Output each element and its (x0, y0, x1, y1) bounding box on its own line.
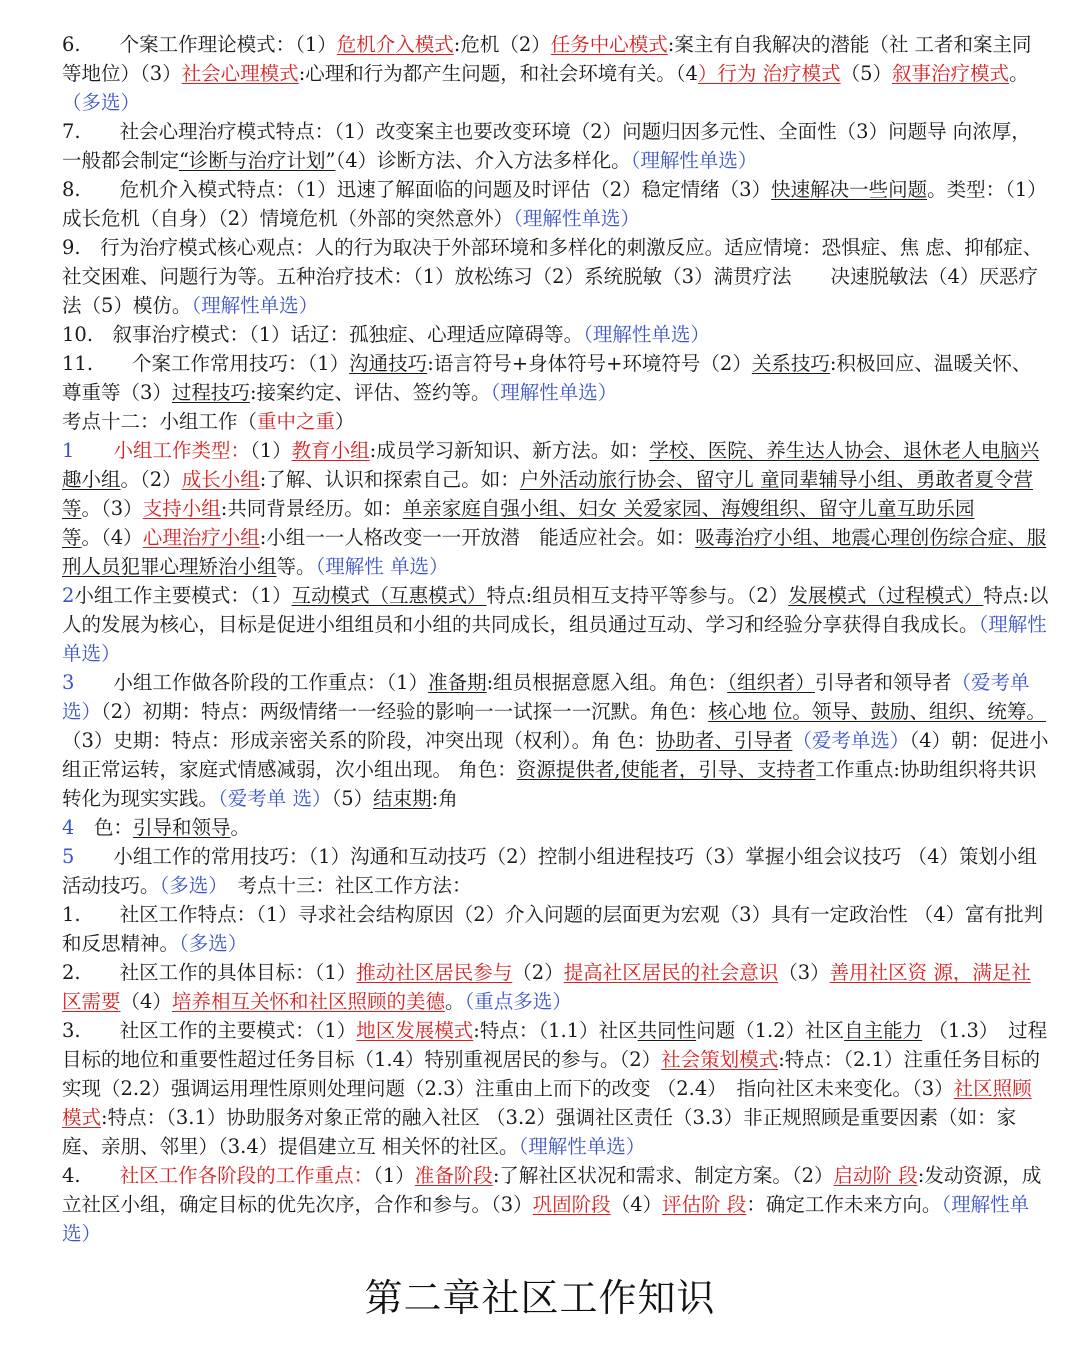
text-segment: 任务中心模式 (550, 33, 668, 56)
item-7-psychosocial-therapy (62, 117, 1050, 175)
text-segment: 1 (62, 439, 75, 462)
text-segment: :案主有自我解决的潜能（社 工者和案主同等地位）（3） (62, 33, 1032, 85)
group-3-stages (62, 668, 1050, 813)
text-segment: 叙事治疗模式 (892, 62, 1010, 85)
text-segment: 推动社区居民参与 (356, 961, 513, 984)
text-segment: 1. 社区工作特点：（1）寻求社会结构原因（2）介入问题的层面更为宏观（3）具有一定政治性 （4）富有批判和反思精神。 (62, 903, 1044, 955)
text-segment: ）行为 治疗模式 (697, 62, 841, 85)
text-segment: ：确定工作未来方向。 (746, 1193, 942, 1216)
text-segment: 8. 危机介入模式特点：（1）迅速了解面临的问题及时评估（2）稳定情绪（3） (62, 178, 772, 201)
text-segment: 吸毒治疗小组、地震心理创伤综合症、服刑人员犯罪心理矫治小组 (62, 526, 1047, 578)
community-4-stages (62, 1161, 1050, 1248)
text-segment: 特点:以人的发展为核心，目标是促进小组组员和小组的共同成长，组员通过互动、学习和经验分享获得自我成长。 (62, 584, 1049, 636)
text-segment: 工作重点:协助组织将共识转化为现实实践。 (62, 758, 1037, 810)
text-segment: 协助者、引导者 (655, 729, 793, 752)
text-segment: （理解性单选） (518, 1135, 646, 1158)
text-segment: 4 (62, 816, 75, 839)
document-body (62, 30, 1050, 1248)
text-segment: 。（4） (81, 526, 143, 549)
text-segment: （多选） (159, 874, 219, 897)
text-segment: 成长小组 (181, 468, 260, 491)
text-segment: 巩固阶段 (532, 1193, 611, 1216)
text-segment: 小组工作的常用技巧：（1）沟通和互动技巧（2）控制小组进程技巧（3）掌握小组会议技巧 （4）策划小组活动技巧。 (62, 845, 1037, 897)
text-segment: 4. (62, 1164, 120, 1187)
item-6-casework-theory-models (62, 30, 1050, 117)
text-segment: （多选） (62, 91, 141, 114)
text-segment: 社区工作各阶段的工作重点： (119, 1164, 374, 1187)
text-segment: 自主能力 (844, 1019, 923, 1042)
text-segment: 。（2） (120, 468, 182, 491)
text-segment: （1） (249, 439, 292, 462)
text-segment: 。 (1009, 62, 1029, 85)
text-segment: （重点多选） (464, 990, 572, 1013)
text-segment (74, 439, 113, 462)
text-segment: 10. 叙事治疗模式：（1）话辽：孤独症、心理适应障碍等。 (62, 323, 584, 346)
text-segment: :发动资源，成立社区小组，确定目标的优先次序，合作和参与。（3） (62, 1164, 1042, 1216)
text-segment: :心理和行为都产生问题，和社会环境有关。（4 (298, 62, 698, 85)
community-2-goals (62, 958, 1050, 1016)
text-segment: 互动模式（互惠模式） (291, 584, 487, 607)
text-segment: :小组一一人格改变一一开放潜 能适应社会。如： (259, 526, 696, 549)
text-segment: 心理治疗小组 (142, 526, 260, 549)
text-segment: 资源提供者,使能者，引导、支持者 (516, 758, 816, 781)
community-1-features (62, 900, 1050, 958)
text-segment: （理解性单选） (191, 294, 319, 317)
text-segment: 特点:组员相互支持平等参与。（2） (486, 584, 789, 607)
text-segment: 5 (62, 845, 75, 868)
text-segment: 2. 社区工作的具体目标：（1） (62, 961, 357, 984)
text-segment: :危机（2） (453, 33, 551, 56)
text-segment: （4）诊断方法、介入方法多样化。 (335, 149, 631, 172)
exam-point-12-heading (62, 407, 1050, 436)
text-segment: （理解性 单选） (315, 555, 449, 578)
text-segment: 危机介入模式 (336, 33, 454, 56)
text-segment: （4）朝：促进小组正常运转，家庭式情感减弱，次小组出现。 角色： (62, 729, 1049, 781)
text-segment: :了解社区状况和需求、制定方案。（2） (492, 1164, 834, 1187)
text-segment: 地区发展模式 (356, 1019, 474, 1042)
text-segment: :了解、认识和探索自己。如： (259, 468, 520, 491)
text-segment: 提高社区居民的社会意识 (563, 961, 779, 984)
text-segment: 培养相互关怀和社区照顾的美德 (171, 990, 445, 1013)
text-segment: （2） (512, 961, 564, 984)
text-segment: 重中之重 (257, 410, 336, 433)
text-segment: ） (335, 410, 355, 433)
text-segment: :接案约定、评估、签约等。 (249, 381, 491, 404)
text-segment: :共同背景经历。如： (220, 497, 403, 520)
text-segment: 色： (74, 816, 133, 839)
item-9-behavior-therapy (62, 233, 1050, 320)
text-segment: 问题（1.2）社区 (696, 1019, 845, 1042)
text-segment: :积极回应、温暖关怀、尊重等（3） (62, 352, 1032, 404)
item-10-narrative-therapy (62, 320, 1050, 349)
text-segment: 3 (62, 671, 75, 694)
item-11-casework-skills (62, 349, 1050, 407)
text-segment: 2 (62, 584, 75, 607)
group-4-role (62, 813, 1050, 842)
text-segment: 。 (444, 990, 465, 1013)
group-1-types (62, 436, 1050, 581)
text-segment: 。类型：（1）成长危机（自身）（2）情境危机（外部的突然意外） (62, 178, 1047, 230)
text-segment: 小组工作主要模式：（1） (74, 584, 292, 607)
text-segment: 考点十二：小组工作（ (62, 410, 258, 433)
item-8-crisis-intervention (62, 175, 1050, 233)
text-segment: （组织者） (727, 671, 815, 694)
text-segment: 引导和领导 (132, 816, 231, 839)
text-segment: 核心地 位。领导、鼓励、组织、统筹。 (708, 700, 1046, 723)
text-segment: （理解性单选） (630, 149, 758, 172)
text-segment: 过程技巧 (171, 381, 250, 404)
text-segment: 社区照顾模式 (62, 1077, 1032, 1129)
text-segment: 小组工作类型： (113, 439, 250, 462)
text-segment: （2）初期：特点：两级情绪一一经验的影响一一试探一一沉默。角色： (101, 700, 709, 723)
text-segment: :成员学习新知识、新方法。如： (369, 439, 650, 462)
text-segment: 户外活动旅行协会、留守儿 童同辈辅导小组、勇敢者夏令营等 (62, 468, 1033, 520)
text-segment: 3. 社区工作的主要模式：（1） (62, 1019, 357, 1042)
text-segment: 社会心理模式 (181, 62, 299, 85)
text-segment: 评估阶 段 (662, 1193, 747, 1216)
text-segment: （1） (373, 1164, 415, 1187)
text-segment: 准备期 (428, 671, 487, 694)
text-segment: 沟通技巧 (349, 352, 428, 375)
chapter-title: 第二章社区工作知识 (364, 1276, 716, 1320)
text-segment: （4） (120, 990, 172, 1013)
text-segment: :角 (431, 787, 458, 810)
text-segment: （多选） (179, 932, 248, 955)
text-segment: 关系技巧 (751, 352, 830, 375)
text-segment: （理解性单选） (513, 207, 640, 230)
text-segment: （5） (331, 787, 374, 810)
text-segment: （3）史期：特点：形成亲密关系的阶段，冲突出现（权利）。角 色： (62, 729, 656, 752)
text-segment: 9. 行为治疗模式核心观点：人的行为取决于外部环境和多样化的刺激反应。适应情境：恐惧症、焦 虑、抑郁症、社交困难、问题行为等。五种治疗技术：（1）放松练习（2）系统脱敏（3）满贯疗法 决速脱敏法（4）厌恶疗法（5）模仿。 (62, 236, 1043, 317)
text-segment: 快速解决一些问题 (771, 178, 928, 201)
text-segment: （理解性单选） (490, 381, 618, 404)
text-segment: （理解性单选） (62, 613, 1047, 665)
text-segment: :特点：（1.1）社区 (473, 1019, 638, 1042)
text-segment: 社会策划模式 (661, 1048, 779, 1071)
text-segment: 共同性 (637, 1019, 697, 1042)
text-segment: （理解性单选） (62, 1193, 1030, 1245)
text-segment: （爱考单 选） (218, 787, 332, 810)
text-segment: 单亲家庭自强小组、妇女 关爱家园、海嫂组织、留守儿童互助乐园等 (62, 497, 975, 549)
text-segment: 结束期 (373, 787, 432, 810)
group-2-main-models (62, 581, 1050, 668)
text-segment: 小组工作做各阶段的工作重点：（1） (74, 671, 429, 694)
text-segment: 。 (230, 816, 250, 839)
group-5-skills (62, 842, 1050, 900)
text-segment: 6. 个案工作理论模式：（1） (62, 33, 337, 56)
text-segment: （3） (778, 961, 830, 984)
text-segment: 考点十三：社区工作方法： (218, 874, 472, 897)
text-segment: 引导者和领导者 (814, 671, 952, 694)
text-segment: 善用社区资 源，满足社区需要 (62, 961, 1031, 1013)
community-3-models (62, 1016, 1050, 1161)
text-segment: （1.3） 过程目标的地位和重要性超过任务目标（1.4）特别重视居民的参与。（2） (62, 1019, 1048, 1071)
text-segment: 支持小组 (142, 497, 221, 520)
text-segment: 教育小组 (291, 439, 370, 462)
text-segment: :特点：（2.1）注重任务目标的实现（2.2）强调运用理性原则处理问题（2.3）注重由上而下的改变 （2.4） 指向社区未来变化。（3） (62, 1048, 1041, 1100)
text-segment: （爱考单选） (62, 671, 1030, 723)
text-segment: 学校、医院、养生达人协会、退休老人电脑兴趣小组 (62, 439, 1040, 491)
text-segment: （理解性单选） (583, 323, 710, 346)
text-segment: 启动阶 段 (833, 1164, 918, 1187)
text-segment: （爱考单选） (792, 729, 910, 752)
text-segment: “诊断与治疗计划” (179, 149, 336, 172)
text-segment: :特点：（3.1）协助服务对象正常的融入社区 （3.2）强调社区责任（3.3）非正规照顾是重要因素（如：家庭、亲朋、邻里）（3.4）提倡建立互 相关怀的社区。 (62, 1106, 1017, 1158)
text-segment: :语言符号+身体符号+环境符号（2） (427, 352, 752, 375)
text-segment: （4） (610, 1193, 663, 1216)
text-segment: 7. 社会心理治疗模式特点：（1）改变案主也要改变环境（2）问题归因多元性、全面性（3）问题导 向浓厚，一般都会制定 (62, 120, 1031, 172)
text-segment: 准备阶段 (414, 1164, 493, 1187)
text-segment: 等。 (276, 555, 316, 578)
text-segment: 发展模式（过程模式） (788, 584, 984, 607)
text-segment: :组员根据意愿入组。角色： (486, 671, 728, 694)
text-segment: 。（3） (81, 497, 143, 520)
text-segment: 11. 个案工作常用技巧：（1） (62, 352, 350, 375)
text-segment: （5） (840, 62, 893, 85)
